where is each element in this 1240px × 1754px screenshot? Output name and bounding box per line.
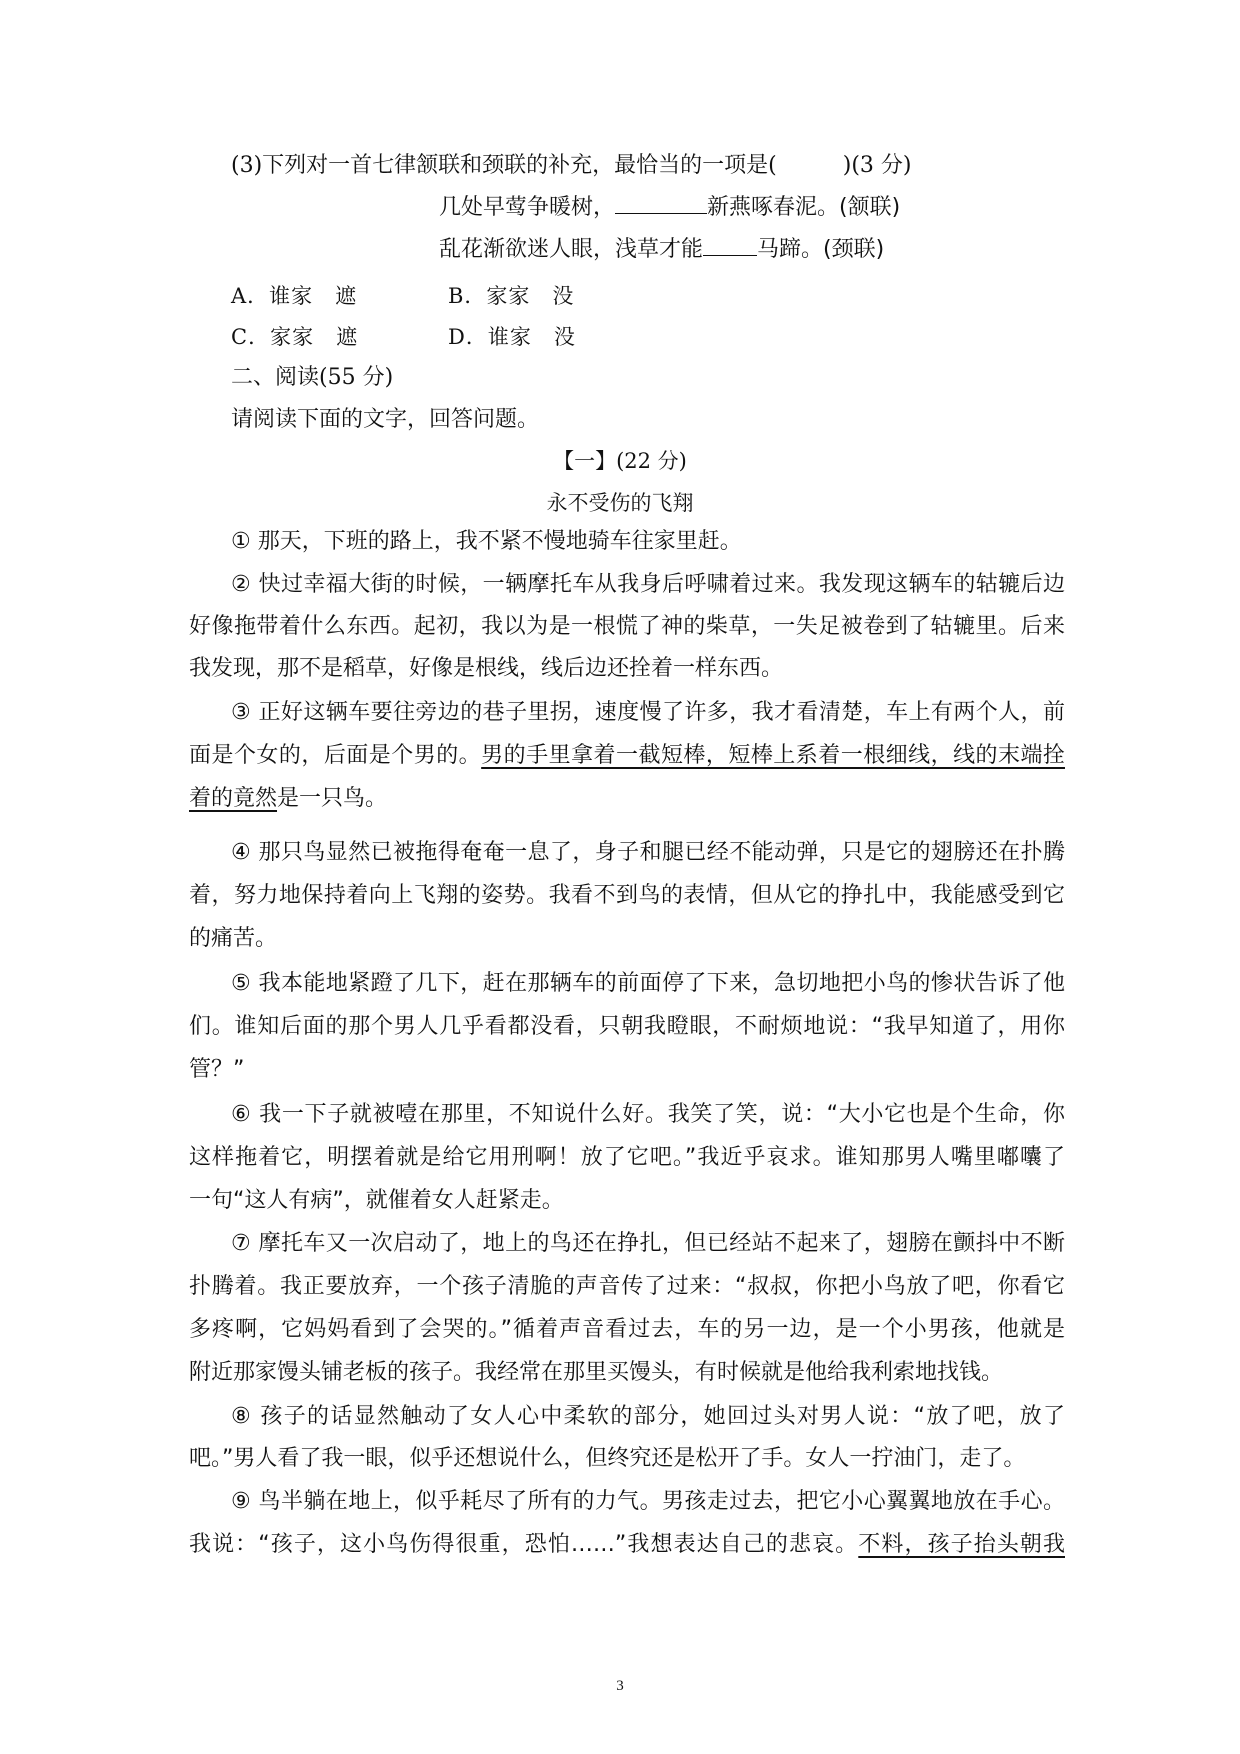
paragraph-3-line-2-text: 面是个女的，后面是个男的。 bbox=[189, 743, 482, 768]
fill-blank-1 bbox=[615, 193, 707, 214]
paragraph-3-line-1: ③ 正好这辆车要往旁边的巷子里拐，速度慢了许多，我才看清楚，车上有两个人，前 bbox=[231, 700, 1065, 725]
paragraph-5-line-1: ⑤ 我本能地紧蹬了几下，赶在那辆车的前面停了下来，急切地把小鸟的惨状告诉了他 bbox=[231, 971, 1065, 996]
paragraph-6-line-1: ⑥ 我一下子就被噎在那里，不知说什么好。我笑了笑，说：“大小它也是个生命，你 bbox=[231, 1102, 1065, 1127]
paragraph-6-line-2: 这样拖着它，明摆着就是给它用刑啊！放了它吧。”我近乎哀求。谁知那男人嘴里嘟囔了 bbox=[189, 1145, 1065, 1170]
couplet-line-2 bbox=[439, 235, 884, 265]
page-number: 3 bbox=[616, 1678, 624, 1694]
article-title: 永不受伤的飞翔 bbox=[546, 491, 694, 515]
paragraph-4-line-2: 着，努力地保持着向上飞翔的姿势。我看不到鸟的表情，但从它的挣扎中，我能感受到它 bbox=[189, 883, 1065, 908]
option-d: D．谁家 没 bbox=[448, 325, 576, 349]
paragraph-5-line-3: 管？” bbox=[189, 1057, 245, 1082]
paragraph-9-line-2 bbox=[189, 1530, 1065, 1560]
section-heading: 二、阅读(55 分) bbox=[231, 365, 394, 390]
paragraph-5-line-2: 们。谁知后面的那个男人几乎看都没看，只朝我瞪眼，不耐烦地说：“我早知道了，用你 bbox=[189, 1014, 1065, 1039]
paragraph-2-line-3: 我发现，那不是稻草，好像是根线，线后边还拴着一样东西。 bbox=[189, 656, 784, 681]
paragraph-9-line-2-text: 我说：“孩子，这小鸟伤得很重，恐怕……”我想表达自己的悲哀。 bbox=[189, 1532, 859, 1557]
paragraph-9-line-1: ⑨ 鸟半躺在地上，似乎耗尽了所有的力气。男孩走过去，把它小心翼翼地放在手心。 bbox=[231, 1489, 1065, 1514]
paragraph-7-line-4: 附近那家馒头铺老板的孩子。我经常在那里买馒头，有时候就是他给我利索地找钱。 bbox=[189, 1360, 1004, 1385]
paragraph-2-line-2: 好像拖带着什么东西。起初，我以为是一根慌了神的柴草，一失足被卷到了轱辘里。后来 bbox=[189, 614, 1065, 639]
couplet-1-second: 新燕啄春泥。(颔联) bbox=[707, 195, 901, 220]
couplet-line-1 bbox=[439, 193, 900, 223]
paragraph-3-line-3-text: 是一只鸟。 bbox=[277, 786, 388, 811]
couplet-2-first: 乱花渐欲迷人眼，浅草才能 bbox=[439, 237, 704, 262]
paragraph-4-line-1: ④ 那只鸟显然已被拖得奄奄一息了，身子和腿已经不能动弹，只是它的翅膀还在扑腾 bbox=[231, 840, 1065, 865]
underlined-sentence-2: 不料，孩子抬头朝我 bbox=[858, 1532, 1065, 1557]
part-heading: 【一】(22 分) bbox=[553, 449, 687, 473]
paragraph-3-line-3 bbox=[189, 784, 387, 814]
option-c: C．家家 遮 bbox=[231, 325, 359, 349]
underlined-sentence-1-end: 着的竟然 bbox=[189, 786, 278, 811]
paragraph-6-line-3: 一句“这人有病”，就催着女人赶紧走。 bbox=[189, 1188, 564, 1213]
reading-instruction: 请阅读下面的文字，回答问题。 bbox=[231, 407, 540, 432]
paragraph-1-line-1: ① 那天，下班的路上，我不紧不慢地骑车往家里赶。 bbox=[231, 529, 742, 554]
paragraph-7-line-2: 扑腾着。我正要放弃，一个孩子清脆的声音传了过来：“叔叔，你把小鸟放了吧，你看它 bbox=[189, 1274, 1065, 1299]
underlined-sentence-1: 男的手里拿着一截短棒，短棒上系着一根细线，线的末端拴 bbox=[481, 743, 1065, 768]
option-b: B．家家 没 bbox=[448, 284, 575, 308]
paragraph-7-line-3: 多疼啊，它妈妈看到了会哭的。”循着声音看过去，车的另一边，是一个小男孩，他就是 bbox=[189, 1317, 1065, 1342]
paragraph-2-line-1: ② 快过幸福大街的时候，一辆摩托车从我身后呼啸着过来。我发现这辆车的轱辘后边 bbox=[231, 572, 1065, 597]
paragraph-7-line-1: ⑦ 摩托车又一次启动了，地上的鸟还在挣扎，但已经站不起来了，翅膀在颤抖中不断 bbox=[231, 1231, 1065, 1256]
paragraph-8-line-2: 吧。”男人看了我一眼，似乎还想说什么，但终究还是松开了手。女人一拧油门，走了。 bbox=[189, 1446, 1026, 1471]
option-a: A．谁家 遮 bbox=[231, 284, 358, 308]
paragraph-3-line-2 bbox=[189, 741, 1065, 771]
question-3-stem: (3)下列对一首七律颔联和颈联的补充，最恰当的一项是( )(3 分) bbox=[231, 153, 912, 178]
paragraph-4-line-3: 的痛苦。 bbox=[189, 926, 278, 951]
paragraph-8-line-1: ⑧ 孩子的话显然触动了女人心中柔软的部分，她回过头对男人说：“放了吧，放了 bbox=[231, 1404, 1065, 1429]
couplet-1-first: 几处早莺争暖树， bbox=[439, 195, 616, 220]
fill-blank-2 bbox=[703, 235, 757, 256]
couplet-2-second: 马蹄。(颈联) bbox=[757, 237, 885, 262]
